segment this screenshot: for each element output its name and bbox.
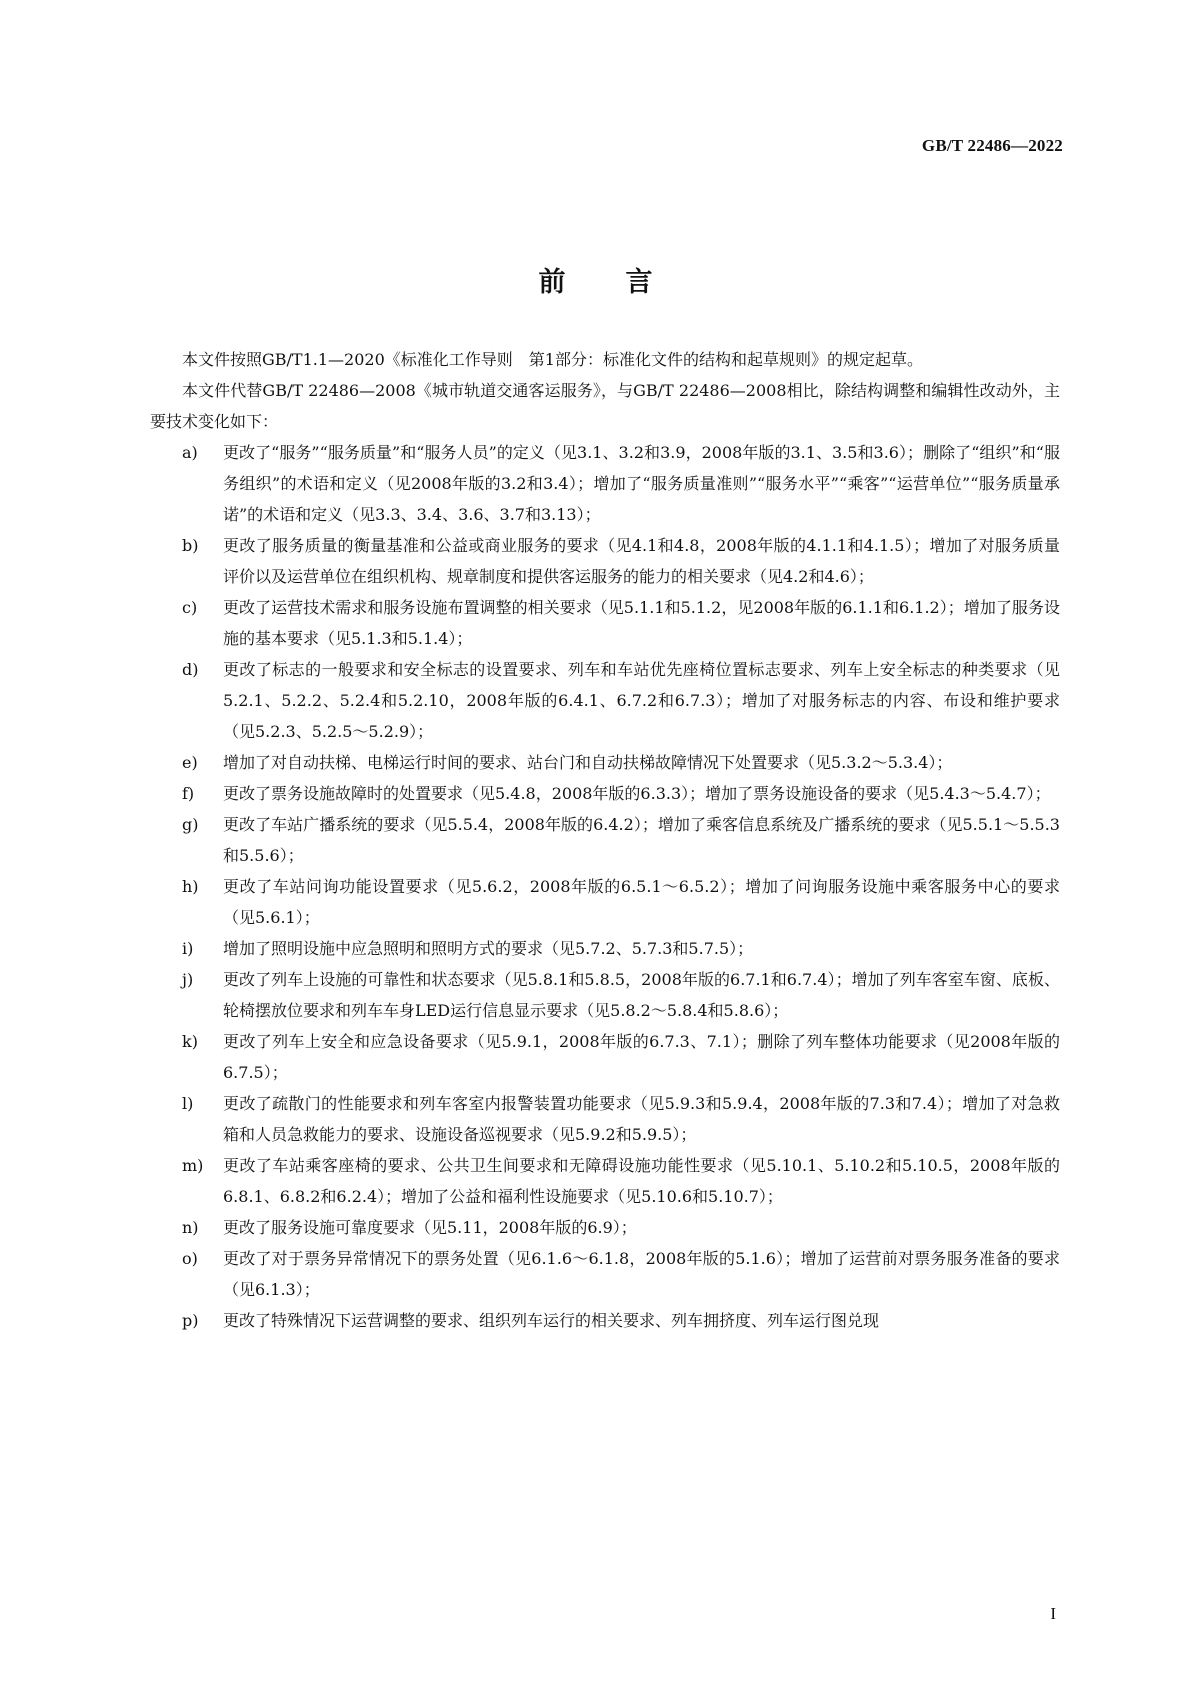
item-label: l) bbox=[182, 1094, 194, 1113]
list-item bbox=[150, 809, 1060, 871]
item-label: b) bbox=[182, 536, 199, 555]
page-number: I bbox=[1050, 1604, 1056, 1623]
item-text: 更改了车站乘客座椅的要求、公共卫生间要求和无障碍设施功能性要求（见5.10.1、5.10.2和5.10.5，2008年版的6.8.1、6.8.2和6.2.4）；增加了公益和福利性设施要求（见5.10.6和5.10.7）； bbox=[223, 1156, 1060, 1206]
item-text: 更改了“服务”“服务质量”和“服务人员”的定义（见3.1、3.2和3.9，2008年版的3.1、3.5和3.6）；删除了“组织”和“服务组织”的术语和定义（见2008年版的3.2和3.4）；增加了“服务质量准则”“服务水平”“乘客”“运营单位”“服务质量承诺”的术语和定义（见3.3、3.4、3.6、3.7和3.13）； bbox=[223, 443, 1060, 524]
item-label: d) bbox=[182, 660, 199, 679]
item-text: 更改了特殊情况下运营调整的要求、组织列车运行的相关要求、列车拥挤度、列车运行图兑现 bbox=[223, 1311, 880, 1330]
item-label: a) bbox=[182, 443, 198, 462]
list-item bbox=[150, 933, 1060, 964]
item-label: o) bbox=[182, 1249, 198, 1268]
item-text: 更改了列车上设施的可靠性和状态要求（见5.8.1和5.8.5，2008年版的6.7.1和6.7.4）；增加了列车客室车窗、底板、轮椅摆放位要求和列车车身LED运行信息显示要求（见5.8.2～5.8.4和5.8.6）； bbox=[223, 970, 1060, 1020]
foreword-body bbox=[150, 344, 1060, 1336]
item-label: j) bbox=[182, 970, 194, 989]
item-text: 增加了对自动扶梯、电梯运行时间的要求、站台门和自动扶梯故障情况下处置要求（见5.3.2～5.3.4）； bbox=[223, 753, 953, 772]
item-label: k) bbox=[182, 1032, 198, 1051]
list-item bbox=[150, 1243, 1060, 1305]
list-item bbox=[150, 1305, 1060, 1336]
item-label: g) bbox=[182, 815, 199, 834]
document-code: GB/T 22486—2022 bbox=[921, 136, 1063, 155]
paragraph: 本文件按照GB/T1.1—2020《标准化工作导则 第1部分：标准化文件的结构和起草规则》的规定起草。 bbox=[182, 350, 923, 369]
item-text: 更改了票务设施故障时的处置要求（见5.4.8，2008年版的6.3.3）；增加了票务设施设备的要求（见5.4.3～5.4.7）； bbox=[223, 784, 1051, 803]
list-item bbox=[150, 1088, 1060, 1150]
list-item bbox=[150, 437, 1060, 530]
item-text: 更改了服务设施可靠度要求（见5.11，2008年版的6.9）； bbox=[223, 1218, 637, 1237]
item-label: e) bbox=[182, 753, 198, 772]
change-list bbox=[150, 437, 1060, 1336]
item-label: m) bbox=[182, 1156, 204, 1175]
item-text: 更改了疏散门的性能要求和列车客室内报警装置功能要求（见5.9.3和5.9.4，2008年版的7.3和7.4）；增加了对急救箱和人员急救能力的要求、设施设备巡视要求（见5.9.2和5.9.5）； bbox=[223, 1094, 1060, 1144]
list-item bbox=[150, 654, 1060, 747]
item-text: 更改了列车上安全和应急设备要求（见5.9.1，2008年版的6.7.3、7.1）；删除了列车整体功能要求（见2008年版的6.7.5）； bbox=[223, 1032, 1060, 1082]
list-item bbox=[150, 530, 1060, 592]
item-text: 更改了运营技术需求和服务设施布置调整的相关要求（见5.1.1和5.1.2，见2008年版的6.1.1和6.1.2）；增加了服务设施的基本要求（见5.1.3和5.1.4）； bbox=[223, 598, 1060, 648]
page-title: 前言 bbox=[538, 267, 713, 299]
list-item bbox=[150, 1150, 1060, 1212]
item-label: i) bbox=[182, 939, 194, 958]
item-text: 更改了标志的一般要求和安全标志的设置要求、列车和车站优先座椅位置标志要求、列车上安全标志的种类要求（见5.2.1、5.2.2、5.2.4和5.2.10，2008年版的6.4.1、6.7.2和6.7.3）；增加了对服务标志的内容、布设和维护要求（见5.2.3、5.2.5～5.2.9）； bbox=[223, 660, 1060, 741]
item-label: h) bbox=[182, 877, 199, 896]
item-text: 增加了照明设施中应急照明和照明方式的要求（见5.7.2、5.7.3和5.7.5）； bbox=[223, 939, 754, 958]
list-item bbox=[150, 592, 1060, 654]
item-label: p) bbox=[182, 1311, 199, 1330]
item-text: 更改了车站广播系统的要求（见5.5.4，2008年版的6.4.2）；增加了乘客信息系统及广播系统的要求（见5.5.1～5.5.3和5.5.6）； bbox=[223, 815, 1060, 865]
item-text: 更改了服务质量的衡量基准和公益或商业服务的要求（见4.1和4.8，2008年版的4.1.1和4.1.5）；增加了对服务质量评价以及运营单位在组织机构、规章制度和提供客运服务的能力的相关要求（见4.2和4.6）； bbox=[223, 536, 1060, 586]
list-item bbox=[150, 747, 1060, 778]
item-label: f) bbox=[182, 784, 195, 803]
item-label: n) bbox=[182, 1218, 199, 1237]
paragraph: 本文件代替GB/T 22486—2008《城市轨道交通客运服务》，与GB/T 22486—2008相比，除结构调整和编辑性改动外，主要技术变化如下： bbox=[150, 381, 1060, 431]
list-item bbox=[150, 778, 1060, 809]
list-item bbox=[150, 871, 1060, 933]
item-text: 更改了车站问询功能设置要求（见5.6.2，2008年版的6.5.1～6.5.2）；增加了问询服务设施中乘客服务中心的要求（见5.6.1）； bbox=[223, 877, 1060, 927]
list-item bbox=[150, 1026, 1060, 1088]
item-text: 更改了对于票务异常情况下的票务处置（见6.1.6～6.1.8，2008年版的5.1.6）；增加了运营前对票务服务准备的要求（见6.1.3）； bbox=[223, 1249, 1060, 1299]
list-item bbox=[150, 1212, 1060, 1243]
item-label: c) bbox=[182, 598, 198, 617]
list-item bbox=[150, 964, 1060, 1026]
